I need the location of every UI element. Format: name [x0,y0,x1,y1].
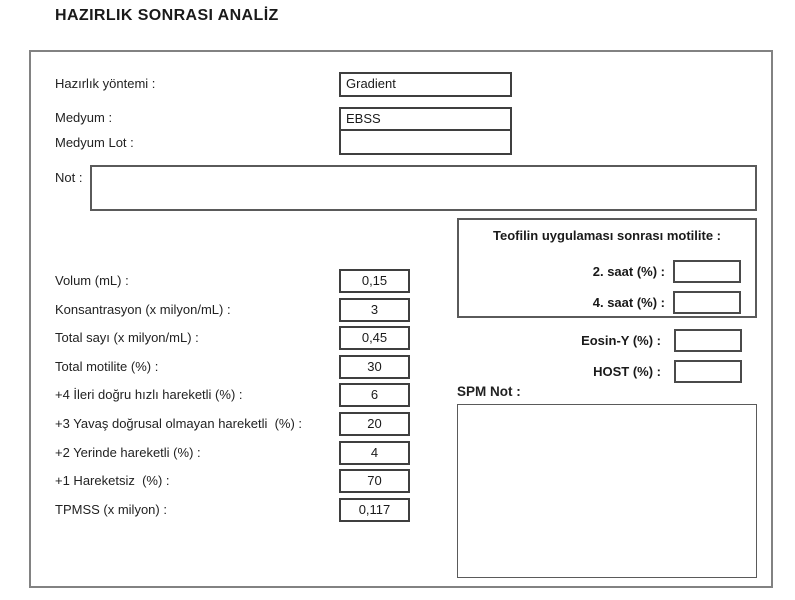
teofilin-section-title: Teofilin uygulaması sonrası motilite : [492,228,722,243]
not-label: Not : [55,170,83,185]
medyum-lot-label: Medyum Lot : [55,135,134,150]
volum-label: Volum (mL) : [55,273,129,288]
saat4-label: 4. saat (%) : [592,295,665,310]
not-input[interactable] [90,165,757,211]
total-motilite-input[interactable]: 30 [339,355,410,379]
eosin-label: Eosin-Y (%) : [581,333,661,348]
tpmss-input[interactable]: 0,117 [339,498,410,522]
total-sayi-label: Total sayı (x milyon/mL) : [55,330,199,345]
saat4-input[interactable] [673,291,741,314]
spm-not-input[interactable] [457,404,757,578]
hareketsiz-input[interactable]: 70 [339,469,410,493]
konsantrasyon-label: Konsantrasyon (x milyon/mL) : [55,302,231,317]
hazirlik-yontemi-input[interactable]: Gradient [339,72,512,97]
tpmss-label: TPMSS (x milyon) : [55,502,167,517]
eosin-input[interactable] [674,329,742,352]
yerinde-hareketli-input[interactable]: 4 [339,441,410,465]
hazirlik-yontemi-label: Hazırlık yöntemi : [55,76,156,91]
teofilin-section [457,218,757,318]
medyum-lot-input[interactable] [339,129,512,155]
yerinde-hareketli-label: +2 Yerinde hareketli (%) : [55,445,201,460]
yavas-hareketli-input[interactable]: 20 [339,412,410,436]
saat2-input[interactable] [673,260,741,283]
total-sayi-input[interactable]: 0,45 [339,326,410,350]
volum-input[interactable]: 0,15 [339,269,410,293]
host-label: HOST (%) : [593,364,661,379]
total-motilite-label: Total motilite (%) : [55,359,159,374]
spm-not-label: SPM Not : [457,384,521,399]
host-input[interactable] [674,360,742,383]
medyum-label: Medyum : [55,110,113,125]
hizli-hareketli-label: +4 İleri doğru hızlı hareketli (%) : [55,387,243,402]
medyum-input[interactable]: EBSS [339,107,512,131]
page-title: HAZIRLIK SONRASI ANALİZ [55,7,279,24]
form-outline [29,50,773,588]
hareketsiz-label: +1 Hareketsiz (%) : [55,473,170,488]
hizli-hareketli-input[interactable]: 6 [339,383,410,407]
yavas-hareketli-label: +3 Yavaş doğrusal olmayan hareketli (%) : [55,416,303,431]
konsantrasyon-input[interactable]: 3 [339,298,410,322]
saat2-label: 2. saat (%) : [592,264,665,279]
